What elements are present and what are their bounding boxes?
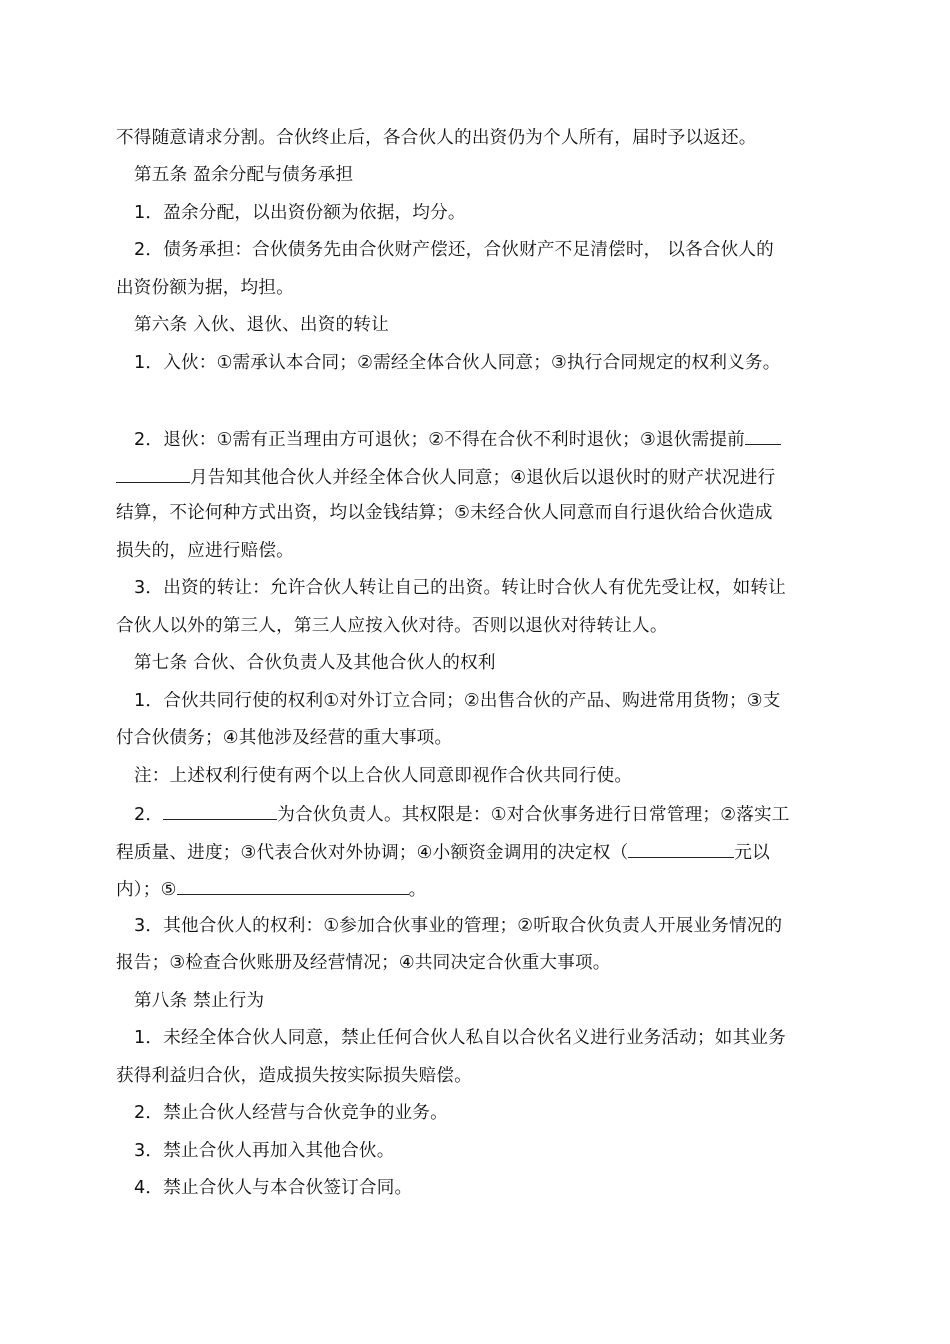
clause-text: 2．退伙：①需有正当理由方可退伙；②不得在合伙不利时退伙；③退伙需提前: [134, 430, 745, 450]
paragraph-line: 结算，不论何种方式出资，均以金钱结算；⑤未经合伙人同意而自行退伙给合伙造成: [116, 503, 773, 523]
fill-in-blank[interactable]: [163, 801, 277, 820]
clause-line: 4．禁止合伙人与本合伙签订合同。: [134, 1178, 413, 1198]
article-heading: 第五条 盈余分配与债务承担: [134, 165, 354, 185]
paragraph-line: 获得利益归合伙，造成损失按实际损失赔偿。: [116, 1066, 472, 1086]
paragraph-line: 不得随意请求分割。合伙终止后，各合伙人的出资仍为个人所有，届时予以返还。: [116, 128, 757, 148]
clause-line: 3．出资的转让：允许合伙人转让自己的出资。转让时合伙人有优先受让权，如转让: [134, 578, 786, 598]
paragraph-line: 出资份额为据，均担。: [116, 278, 294, 298]
clause-text: 内）；⑤: [116, 880, 177, 900]
clause-text: 程质量、进度；③代表合伙对外协调；④小额资金调用的决定权（: [116, 843, 629, 863]
paragraph-line: [116, 464, 775, 490]
paragraph-line: 付合伙债务；④其他涉及经营的重大事项。: [116, 728, 453, 748]
clause-line: 2．债务承担：合伙债务先由合伙财产偿还，合伙财产不足清偿时， 以各合伙人的: [134, 240, 774, 260]
fill-in-blank[interactable]: [745, 426, 781, 445]
article-heading: 第六条 入伙、退伙、出资的转让: [134, 315, 389, 335]
note-line: 注：上述权利行使有两个以上合伙人同意即视作合伙共同行使。: [134, 766, 633, 786]
clause-text: 月告知其他合伙人并经全体合伙人同意；④退伙后以退伙时的财产状况进行: [190, 468, 776, 488]
paragraph-line: 合伙人以外的第三人，第三人应按入伙对待。否则以退伙对待转让人。: [116, 616, 668, 636]
article-heading: 第七条 合伙、合伙负责人及其他合伙人的权利: [134, 653, 496, 673]
clause-line: 1．入伙：①需承认本合同；②需经全体合伙人同意；③执行合同规定的权利义务。: [134, 353, 781, 373]
article-heading: 第八条 禁止行为: [134, 991, 265, 1011]
paragraph-line: [116, 839, 770, 865]
paragraph-line: 损失的，应进行赔偿。: [116, 541, 294, 561]
clause-line: [134, 801, 790, 827]
paragraph-line: [116, 876, 426, 902]
paragraph-line: 报告；③检查合伙账册及经营情况；④共同决定合伙重大事项。: [116, 953, 611, 973]
clause-line: [134, 426, 781, 452]
clause-text: 为合伙负责人。其权限是：①对合伙事务进行日常管理；②落实工: [277, 805, 790, 825]
clause-line: 1．合伙共同行使的权利①对外订立合同；②出售合伙的产品、购进常用货物；③支: [134, 691, 781, 711]
clause-line: 3．其他合伙人的权利：①参加合伙事业的管理；②听取合伙负责人开展业务情况的: [134, 916, 783, 936]
clause-line: 1．盈余分配，以出资份额为依据，均分。: [134, 203, 466, 223]
clause-line: 3．禁止合伙人再加入其他合伙。: [134, 1141, 395, 1161]
clause-line: 2．禁止合伙人经营与合伙竞争的业务。: [134, 1103, 448, 1123]
clause-text: 2．: [134, 805, 164, 825]
clause-text: 元以: [734, 843, 770, 863]
clause-text: 。: [408, 880, 427, 900]
fill-in-blank[interactable]: [116, 464, 190, 483]
clause-line: 1．未经全体合伙人同意，禁止任何合伙人私自以合伙名义进行业务活动；如其业务: [134, 1028, 786, 1048]
fill-in-blank[interactable]: [628, 839, 734, 858]
fill-in-blank[interactable]: [177, 876, 409, 895]
